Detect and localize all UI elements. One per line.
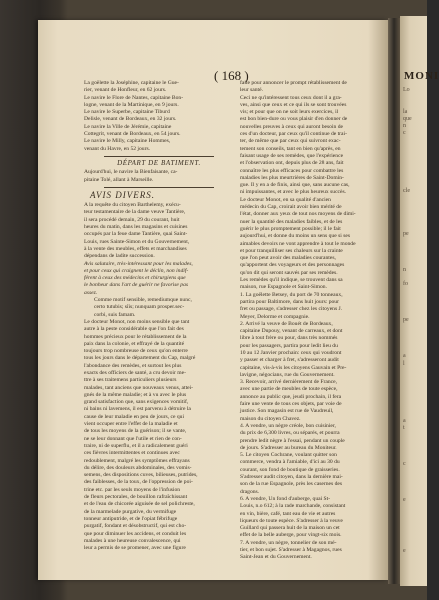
body-line: des faiblesses, de la toux, de l'oppression de poi- <box>84 479 193 486</box>
body-line: pour les passagers, partira pour ledit lieu du <box>240 342 338 349</box>
right-page-fragment-line: n <box>403 123 406 129</box>
body-line: l'état, donner aux yeux de tout nos moyens de dimi- <box>240 211 356 218</box>
body-line: hommes précieux pour le rétablissement de la <box>84 333 187 340</box>
right-page-fragment-line: a <box>403 418 406 425</box>
body-line: cause de leur maladie en peu de jours, ce qui <box>84 413 185 420</box>
body-line: Ceci ne qu'intéressent tous ceux dont il a gra- <box>240 94 342 101</box>
body-line: exacts des officiers de santé, a cru devoir me- <box>84 369 186 376</box>
body-line: y passer et charger à fret, s'adresseront audit <box>240 357 339 364</box>
body-line: 7. A vendre, un nègre, tonnelier de son mé- <box>240 539 337 546</box>
right-page-fragment-line: la <box>403 108 408 115</box>
left-column <box>84 80 234 552</box>
right-page-fragment-line: a <box>403 353 406 360</box>
body-line: Saint-Jean et du Gouvernement. <box>240 554 312 561</box>
body-line: vient occuper entre l'effet de la maladie et <box>84 421 178 428</box>
body-line: 4. A vendre, un nègre créole, bon cuisinier, <box>240 422 336 429</box>
body-line: 3. Recevoir, arrivé dernièrement de France, <box>240 379 337 386</box>
body-line: aujourd'hui, et donne du moins un sens que si ses <box>240 233 351 240</box>
body-line: capitaine Dupouy, venant de carreaux, et dont <box>240 328 343 335</box>
body-line: redoublement, malgré les symptômes effrayans <box>84 457 190 464</box>
body-line: et de l'eau de chicorée aiguisée de sel polichreste, <box>84 501 195 508</box>
body-line: ttre à ses traitemens particuliers plusieurs <box>84 377 177 384</box>
body-line: ne se leur donnant que l'utile et rien de con- <box>84 435 182 442</box>
body-line: purgatif, fondant et désobstructif, qui est cho- <box>84 523 187 530</box>
divider <box>104 156 214 157</box>
body-line: toujours trop nombreuse de ceux qu'on enterre <box>84 348 188 355</box>
body-line: qu'apportent des voyageurs et des personnages <box>240 262 345 269</box>
arrivals-list <box>84 80 234 153</box>
body-line: son de la rue Espagnole, près les casernes des <box>240 481 343 488</box>
body-line: prendre ledit nègre à l'essai, pendant un couple <box>240 437 345 444</box>
body-line: autre à la peste considérable que l'on fait des <box>84 326 184 333</box>
body-line: Les remèdes qu'il indique, se trouvent dans sa <box>240 277 343 284</box>
body-line: faisant usage de ses remèdes, que l'expérience <box>240 152 344 159</box>
right-page-fragment-line: c <box>403 130 406 137</box>
arrival-line: logne, venant de la Martinique, en 9 jours. <box>84 101 179 108</box>
avis-line: teur testamentaire de la dame veuve Tantière, <box>84 209 186 216</box>
body-line: gue. Il y en a de finis, ainsi que, sans aucune cas, <box>240 182 350 189</box>
body-line: semens, des dispositions cuves, bilieuses, putrides, <box>84 472 198 479</box>
body-line: faite pour annoncer le prompt rétablissement de <box>240 80 347 86</box>
body-line: connaître les plus efficaces pour combattre les <box>240 167 344 174</box>
body-line: S'adresser audit citoyen, dans la dernière mai- <box>240 474 343 481</box>
body-line: et pour tranquilliser ses chaleurs sur la crainte <box>240 247 343 254</box>
body-line: vis; et pour que on ne soit leurs exercices, il <box>240 109 339 116</box>
body-line: partira pour Baltimore, dans huit jours: pour <box>240 298 339 305</box>
italic-note <box>84 261 234 297</box>
arrival-line: rier, venant de Honfleur, en 62 jours. <box>84 87 167 94</box>
body-line: de la marmelade purgative, du vermifuge <box>84 508 177 515</box>
body-line: tement son conseils, tant en bien qu'après, en <box>240 145 341 152</box>
body-line: 5. Le citoyen Cochrane, voulant quitter son <box>240 452 337 459</box>
right-page-fragment-line: n <box>403 267 406 273</box>
body-line: guérir le plus promptement possible; il le fait <box>240 225 341 232</box>
divider <box>104 187 214 188</box>
body-line: nuer la quantité des maladies faibles, et de les <box>240 218 343 225</box>
body-line: tous les jours dans le département du Cap, malgré <box>84 355 196 362</box>
quote-line: certo tutubis; sîis; nunquam prosper.sec- <box>94 304 185 311</box>
body-line: annonce au public que, jeudi prochain, il fera <box>240 393 342 400</box>
body-line: que l'on peut avoir des maladies courantes, <box>240 255 336 262</box>
body-line: Guillard qui passera huit de la maison un cet <box>240 525 340 532</box>
right-page-fragment-line: t <box>403 425 405 432</box>
arrival-line: Le navire le Flore de Nantes, capitaine Bon- <box>84 94 184 101</box>
body-line: paix dans la colonie, et effrayé de la quantité <box>84 340 185 347</box>
book-gutter <box>388 18 400 584</box>
body-line: courant, son fond de boutique de graisseries. <box>240 466 340 473</box>
body-line: liqueurs de toute espèce. S'adresser à la veuve <box>240 517 343 524</box>
body-line: capitaine, vis-à-vis les citoyens Gauvain et Pre- <box>240 364 347 371</box>
body-line: ter, de même que par ceux qui suivront exac- <box>240 138 341 145</box>
arrival-line: Le navire le Superbe, capitaine Tiburd <box>84 109 170 116</box>
avis-line: A la requête du citoyen Barthelemy, exécu- <box>84 202 181 209</box>
body-line: malades, tant anciens que nouveaux venus, attei- <box>84 384 194 391</box>
latin-quote <box>84 297 234 319</box>
body-line: fret ou passage, s'adresser chez les citoyens J. <box>240 306 343 313</box>
right-page-fragment-line: e <box>403 547 406 554</box>
body-line: est bon bien-dure ou vous plaisir d'en donner de <box>240 116 348 123</box>
quote-line: corbi, suis famam. <box>94 311 136 318</box>
body-line: faire une vente de tous ces objets, par voie de <box>240 401 342 408</box>
body-line: effet de la belle auberge, pour vingt-six mois. <box>240 532 342 539</box>
body-line: ni impuissantes, et avec le plus heureux succès. <box>240 189 347 196</box>
right-page-heading: MONI <box>404 70 439 82</box>
avis-line: à la vente des meubles, effets et marchandises <box>84 245 187 252</box>
departure-line: Aujourd'hui, le navire la Bienfaisante, ca- <box>84 169 178 176</box>
body-line: de tous les moyens de la guérison; il se vante, <box>84 428 187 435</box>
body-line: 10 au 12 Janvier prochain: ceux qui voudront <box>240 349 342 356</box>
note-line: férent à ceux des médecins et chirurgiens que <box>84 275 186 282</box>
arrival-line: La goëlette la Joséphine, capitaine le Gue- <box>84 80 179 86</box>
body-line: que pour diminuer les accidens, et conduit les <box>84 530 187 537</box>
body-line: 1. La goëlette Betsey, du port de 70 tonneaux, <box>240 291 343 298</box>
body-line: libre à tout frère ou pour, dans très nommés <box>240 335 338 342</box>
body-line: commerce, vendra à l'amiable, d'ici au 30 du <box>240 459 340 466</box>
quote-line: Comme motif sensible, remediumque nunc, <box>94 297 192 304</box>
body-line: dragons. <box>240 488 260 495</box>
body-line: en vin, bière, café, tant eau de vie et autres <box>240 510 336 517</box>
body-line: Le docteur Monot, non moins sensible que tant <box>84 318 190 325</box>
body-line: et l'observation ont, depuis plus de 28 ans, fait <box>240 160 344 167</box>
right-page-fragment-line: l <box>403 360 405 367</box>
body-line: l'abondance des remèdes, et surtout les plus <box>84 362 182 369</box>
departure-title: DÉPART DE BATIMENT. <box>117 158 201 167</box>
body-line: leur santé. <box>240 87 263 94</box>
body-line: médecin du Cap, croirait avoir bien mérité de <box>240 204 342 211</box>
body-line: traire, ni de superflu, et il a radicalement guéri <box>84 442 188 449</box>
right-page-fragment-line: cle <box>403 187 410 194</box>
body-line: du délire, des douleurs abdominales, des vomis- <box>84 464 192 471</box>
note-line: Avis salutaire, très-intéressant pour les malades, <box>84 260 193 267</box>
body-line: justice. Son magasin est rue de Vaudreuil, <box>240 408 334 415</box>
right-column <box>240 80 386 562</box>
body-line: lavigne, négocians, rue du Gouvernement. <box>240 371 335 378</box>
body-line: ces d'un docteur, par ceux qu'il continue de trai- <box>240 131 347 138</box>
body-line: Le docteur Monot, en sa qualité d'ancien <box>240 196 331 203</box>
body-line: ces fièvres intermittentes et continues avec <box>84 450 180 457</box>
body-line: Louis, n.o 612; à la rade marchande, consistant <box>240 503 346 510</box>
avis-line: dépendans de ladite succession. <box>84 253 155 260</box>
body-line: avec une partie de meubles de toute espèce, <box>240 386 338 393</box>
right-page-fragment-line: pe <box>403 317 409 324</box>
avis-line: heures du matin, dans les magasins et cuisines <box>84 224 188 231</box>
right-page-fragment-line: fo <box>403 281 408 288</box>
note-line: et pour ceux qui craignent le déclin, non indif- <box>84 267 189 274</box>
note-line: le bonheur dans l'art de guérir ne favorise pas <box>84 282 189 289</box>
right-body-text <box>240 80 386 562</box>
body-line: de jours. S'adresser au bureau du Moniteur. <box>240 444 337 451</box>
body-line: malades à une heureuse convalescence, qui <box>84 537 181 544</box>
arrival-line: Le navire la Ville de Jérémie, capitaine <box>84 123 172 130</box>
body-line: 6. A vendre, Un fond d'auberge, quai St- <box>240 495 331 502</box>
departure-text <box>84 169 234 184</box>
body-line: gnés de la même maladie; et à vu avec le plus <box>84 391 187 398</box>
body-line: leur a permis de se promener, avec une figure <box>84 545 186 552</box>
avis-text <box>84 202 234 260</box>
page-number: ( 168 ) <box>214 68 249 83</box>
right-page-fragment-line: pe <box>403 231 409 237</box>
departure-line: pitaine Tolé, allant à Marseille. <box>84 176 154 183</box>
note-line: assez. <box>84 289 98 296</box>
body-line: nouvelles preuves à ceux qui auront besoin de <box>240 123 343 130</box>
right-page-fragment-line: e <box>403 497 406 504</box>
arrival-line: Le navire le Milly, capitaine Hommes, <box>84 138 171 145</box>
left-body-text <box>84 319 234 553</box>
right-page-fragment-line: Lo <box>403 87 410 93</box>
body-line: aimables devoirs ne vont apprendre à tout le monde <box>240 240 356 247</box>
avis-line: il sera procédé demain, 29 du courant, huit <box>84 216 180 223</box>
right-page-fragment-line: c <box>403 461 406 468</box>
body-line: de fleurs pectorales, de bouillon rafraîchissant <box>84 494 188 501</box>
body-line: du prix de 6,300 livres, ou séparés, et pourra <box>240 430 340 437</box>
body-line: grand satisfaction que, sans exigences vomitif, <box>84 399 189 406</box>
avis-title: AVIS DIVERS. <box>90 189 156 200</box>
body-line: ni bains ni lavemens, il est parvenu à détruire la <box>84 406 191 413</box>
arrival-line: venant du Havre, en 52 jours. <box>84 145 151 152</box>
body-line: ves, ainsi que ceux et ce qui ils se sont trouvées <box>240 101 347 108</box>
avis-line: Louis, rues Sainte-Simon et du Gouvernement, <box>84 238 190 245</box>
body-line: maison, rue Espagnole et Saint-Simon. <box>240 284 328 291</box>
body-line: Meyer, Delorme et compagnie. <box>240 313 310 320</box>
body-line: tonneur antiputride, et de l'opiat fébrifuge <box>84 515 178 522</box>
avis-line: occupés par la feue dame Tantière, quai Saint- <box>84 231 188 238</box>
right-page-fragment-line: que <box>403 115 412 122</box>
body-line: maladies les plus meurtrières de Saint-Domin- <box>240 174 344 181</box>
body-line: tier, et bon sujet. S'adresser à Magagnos, rues <box>240 547 342 553</box>
body-line: qu'on dit qui seront sauvés par ses remèdes. <box>240 269 338 276</box>
body-line: 2. Arrivé la veuve de Bouét de Bordeaux, <box>240 320 333 327</box>
arrival-line: Cottegrit, venant de Bordeaux, en 54 jours. <box>84 131 181 138</box>
body-line: trine etc. par les seuls moyens de l'infusion <box>84 486 181 493</box>
arrival-line: Delisle, venant de Bordeaux, en 32 jours. <box>84 116 177 123</box>
body-line: maison du citoyen Chavez. <box>240 415 301 422</box>
